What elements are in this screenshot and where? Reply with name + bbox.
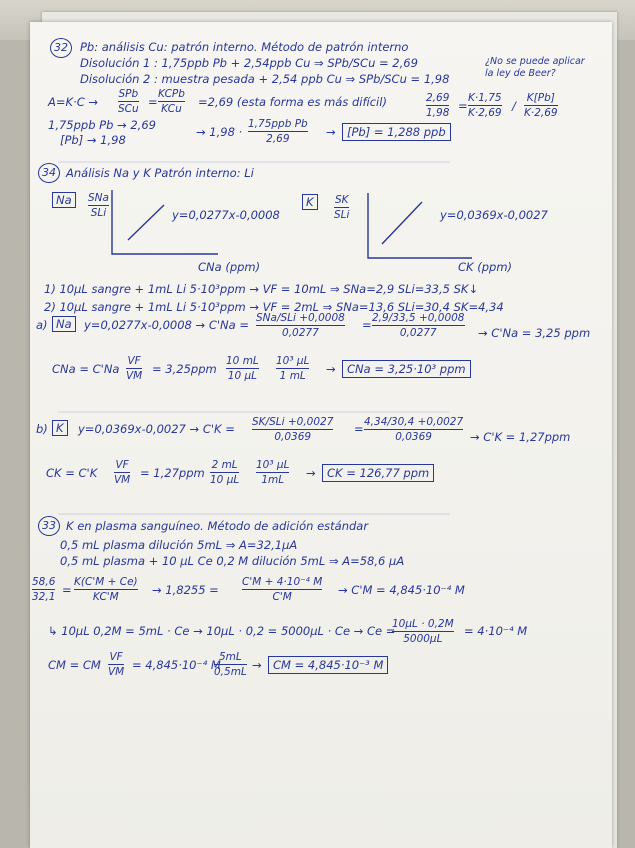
p34-k-equation: y=0,0369x-0,0027 [440, 208, 548, 222]
fraction-numerator: 10 mL [226, 355, 259, 367]
fraction-numerator: 2,69 [426, 92, 450, 104]
fraction-numerator: 5mL [219, 651, 242, 663]
fraction-denominator: 10 μL [227, 370, 257, 382]
fraction-bar [248, 131, 308, 132]
p34-na-arrow: → [326, 362, 336, 376]
fraction-bar [392, 631, 454, 632]
p32-dissolution-1: Disolución 1 : 1,75ppb Pb + 2,54ppb Cu ⇒ SPb/SCu = 2,69 [80, 56, 418, 70]
fraction-bar [88, 205, 109, 206]
fraction-numerator: SNa/SLi +0,0008 [256, 312, 345, 324]
fraction-bar [256, 472, 289, 473]
fraction-bar [364, 429, 463, 430]
p32-proportion-line-2: [Pb] → 1,98 [60, 133, 126, 147]
p34-part-a-result: → C'Na = 3,25 ppm [478, 326, 591, 340]
p34-k-answer-box: CK = 126,77 ppm [322, 464, 434, 482]
problem-number-32: 32 [50, 38, 72, 58]
fraction-denominator: 1 mL [279, 370, 306, 382]
fraction-denominator: 1,98 [426, 107, 450, 119]
fraction-numerator: 10³ μL [256, 459, 290, 471]
p33-standard-calc: ↳ 10μL 0,2M = 5mL · Ce → 10μL · 0,2 = 5000μL · Ce → Ce = [48, 624, 396, 638]
p33-final-value: = 4,845·10⁻⁴ M [132, 658, 221, 672]
p34-part-b-result: → C'K = 1,27ppm [470, 430, 571, 444]
fraction-denominator: C'M [272, 591, 292, 603]
fraction-denominator: 0,0369 [274, 431, 312, 443]
p32-equals-1: = [148, 95, 158, 109]
p34-na-value: = 3,25ppm [152, 362, 217, 376]
p33-spiked-line: 0,5 mL plasma + 10 μL Ce 0,2 M dilución 5mL ⇒ A=58,6 μA [60, 554, 405, 568]
p33-arrow: → [252, 658, 262, 672]
fraction-numerator: K·1,75 [468, 92, 502, 104]
p33-ce-result: = 4·10⁻⁴ M [464, 624, 528, 638]
p34-title: Análisis Na y K Patrón interno: Li [66, 166, 254, 180]
p33-fraction-ce [392, 618, 454, 645]
p33-fraction-kc [74, 576, 138, 603]
p33-title: K en plasma sanguíneo. Método de adición estándar [66, 519, 369, 533]
p32-fraction-k175 [468, 92, 502, 119]
p34-part-a-fraction-1 [256, 312, 345, 339]
fraction-denominator: 0,0277 [282, 327, 319, 339]
fraction-denominator: 2,69 [266, 133, 290, 145]
p32-calc-prefix: → 1,98 · [196, 125, 243, 139]
fraction-numerator: VF [109, 651, 123, 663]
na-graph-axes [112, 190, 218, 254]
p34-na-unit-factor-1 [226, 355, 259, 382]
p32-fraction-ratio [426, 92, 449, 119]
fraction-denominator: SLi [334, 209, 350, 221]
fraction-bar [108, 664, 124, 665]
p34-na-label-box: Na [52, 192, 76, 208]
k-calibration-line [382, 202, 422, 244]
fraction-bar [118, 101, 139, 102]
p34-part-b-equation: y=0,0369x-0,0027 → C'K = [78, 422, 235, 436]
fraction-bar [334, 207, 349, 208]
fraction-denominator: VM [114, 474, 131, 486]
p34-part-b-equals: = [354, 422, 364, 436]
fraction-bar [524, 105, 558, 106]
k-graph-axes [368, 193, 472, 258]
na-calibration-line [128, 205, 164, 240]
p33-final-concentration: CM = CM [48, 658, 101, 672]
p33-sample-line: 0,5 mL plasma dilución 5mL ⇒ A=32,1μA [60, 538, 298, 552]
p34-part-a-box: Na [52, 316, 76, 332]
fraction-numerator: 10³ μL [276, 355, 310, 367]
p33-fraction-cm [242, 576, 322, 603]
p32-arrow: → [326, 125, 336, 139]
fraction-numerator: K(C'M + Ce) [74, 576, 138, 588]
p33-volume-ratio [108, 651, 124, 678]
p33-equals-1: = [62, 583, 72, 597]
p34-part-a-equation: y=0,0277x-0,0008 → C'Na = [84, 318, 249, 332]
p34-k-y-axis-label [334, 194, 349, 221]
fraction-denominator: KC'M [92, 591, 119, 603]
fraction-bar [426, 105, 449, 106]
fraction-denominator: 32,1 [32, 591, 56, 603]
problem-number-34: 34 [38, 163, 60, 183]
fraction-numerator: 2,9/33,5 +0,0008 [372, 312, 465, 324]
fraction-bar [126, 368, 142, 369]
p34-part-b-fraction-2 [364, 416, 463, 443]
p34-k-unit-factor-2 [256, 459, 289, 486]
p34-measurement-2: 2) 10μL sangre + 1mL Li 5·10³ppm → VF = 2mL ⇒ SNa=13,6 SLi=30,4 SK=4,34 [44, 300, 504, 314]
fraction-numerator: SPb [118, 88, 139, 100]
p32-answer-box: [Pb] = 1,288 ppb [342, 123, 451, 141]
p34-k-value: = 1,27ppm [140, 466, 205, 480]
p32-fraction-kpb [524, 92, 558, 119]
fraction-numerator: SNa [88, 192, 109, 204]
fraction-bar [32, 589, 55, 590]
p32-proportion-line-1: 1,75ppb Pb → 2,69 [48, 118, 156, 132]
fraction-denominator: SCu [118, 103, 139, 115]
paper-sheet [30, 22, 612, 848]
p32-equals-2: = [458, 99, 468, 113]
p34-na-equation: y=0,0277x-0,0008 [172, 208, 280, 222]
p32-title-line: Pb: análisis Cu: patrón interno. Método de patrón interno [80, 40, 409, 54]
fraction-numerator: VF [115, 459, 129, 471]
p34-part-b-label: b) [36, 422, 48, 436]
fraction-denominator: 0,5mL [214, 666, 247, 678]
fraction-denominator: 5000μL [403, 633, 443, 645]
fraction-bar [158, 101, 185, 102]
fraction-bar [74, 589, 138, 590]
fraction-numerator: K[Pb] [526, 92, 555, 104]
p34-na-x-axis-label: CNa (ppm) [198, 260, 261, 274]
p34-k-volume-ratio [114, 459, 130, 486]
fraction-bar [468, 105, 502, 106]
p33-absorbance-ratio [32, 576, 55, 603]
p34-na-answer-box: CNa = 3,25·10³ ppm [342, 360, 471, 378]
fraction-bar [210, 472, 239, 473]
p34-k-arrow: → [306, 466, 316, 480]
p34-na-unit-factor-2 [276, 355, 309, 382]
fraction-denominator: K·2,69 [468, 107, 502, 119]
p32-fraction-calc [248, 118, 308, 145]
p34-k-concentration: CK = C'K [46, 466, 98, 480]
fraction-bar [214, 664, 247, 665]
p33-answer-box: CM = 4,845·10⁻³ M [268, 656, 388, 674]
fraction-numerator: VF [127, 355, 141, 367]
fraction-denominator: SLi [90, 207, 107, 219]
fraction-numerator: SK [334, 194, 349, 206]
p34-na-concentration: CNa = C'Na [52, 362, 120, 376]
fraction-denominator: 1mL [261, 474, 285, 486]
p32-fraction-signal-ratio [118, 88, 139, 115]
p32-side-note: ¿No se puede aplicar la ley de Beer? [485, 56, 585, 79]
p34-part-a-fraction-2 [372, 312, 465, 339]
p34-na-y-axis-label [88, 192, 109, 219]
fraction-denominator: VM [108, 666, 125, 678]
fraction-numerator: 4,34/30,4 +0,0027 [364, 416, 464, 428]
fraction-numerator: SK/SLi +0,0027 [252, 416, 334, 428]
fraction-denominator: K·2,69 [524, 107, 558, 119]
p33-volume-factor [214, 651, 247, 678]
fraction-numerator: 58,6 [32, 576, 56, 588]
p33-cm-result: → C'M = 4,845·10⁻⁴ M [338, 583, 465, 597]
p32-relation-value: =2,69 (esta forma es más difícil) [198, 95, 387, 109]
p33-ratio-value: → 1,8255 = [152, 583, 219, 597]
fraction-bar [242, 589, 322, 590]
fraction-denominator: 0,0369 [395, 431, 432, 443]
p34-part-b-box: K [52, 420, 68, 436]
p32-dissolution-2: Disolución 2 : muestra pesada + 2,54 ppb Cu ⇒ SPb/SCu = 1,98 [80, 72, 450, 86]
fraction-numerator: 10μL · 0,2M [392, 618, 454, 630]
fraction-denominator: 10 μL [210, 474, 240, 486]
fraction-bar [372, 325, 465, 326]
p32-fraction-kc [158, 88, 185, 115]
p34-part-a-label: a) [36, 318, 48, 332]
fraction-bar [226, 368, 259, 369]
fraction-numerator: C'M + 4·10⁻⁴ M [242, 576, 323, 588]
p34-k-unit-factor-1 [210, 459, 239, 486]
fraction-numerator: 1,75ppb Pb [248, 118, 308, 130]
p32-divide: / [512, 99, 516, 113]
p34-k-label-box: K [302, 194, 318, 210]
fraction-numerator: 2 mL [211, 459, 238, 471]
p34-k-x-axis-label: CK (ppm) [458, 260, 513, 274]
p34-measurement-1: 1) 10μL sangre + 1mL Li 5·10³ppm → VF = 10mL ⇒ SNa=2,9 SLi=33,5 SK↓ [44, 282, 479, 296]
fraction-denominator: VM [126, 370, 143, 382]
fraction-bar [256, 325, 345, 326]
problem-number-33: 33 [38, 516, 60, 536]
p32-relation-intro: A=K·C → [48, 95, 99, 109]
fraction-numerator: KCPb [158, 88, 185, 100]
p34-na-volume-ratio [126, 355, 142, 382]
fraction-bar [114, 472, 130, 473]
p34-part-b-fraction-1 [252, 416, 333, 443]
fraction-bar [252, 429, 333, 430]
p34-part-a-equals: = [362, 318, 372, 332]
fraction-denominator: 0,0277 [399, 327, 437, 339]
fraction-bar [276, 368, 309, 369]
fraction-denominator: KCu [161, 103, 182, 115]
